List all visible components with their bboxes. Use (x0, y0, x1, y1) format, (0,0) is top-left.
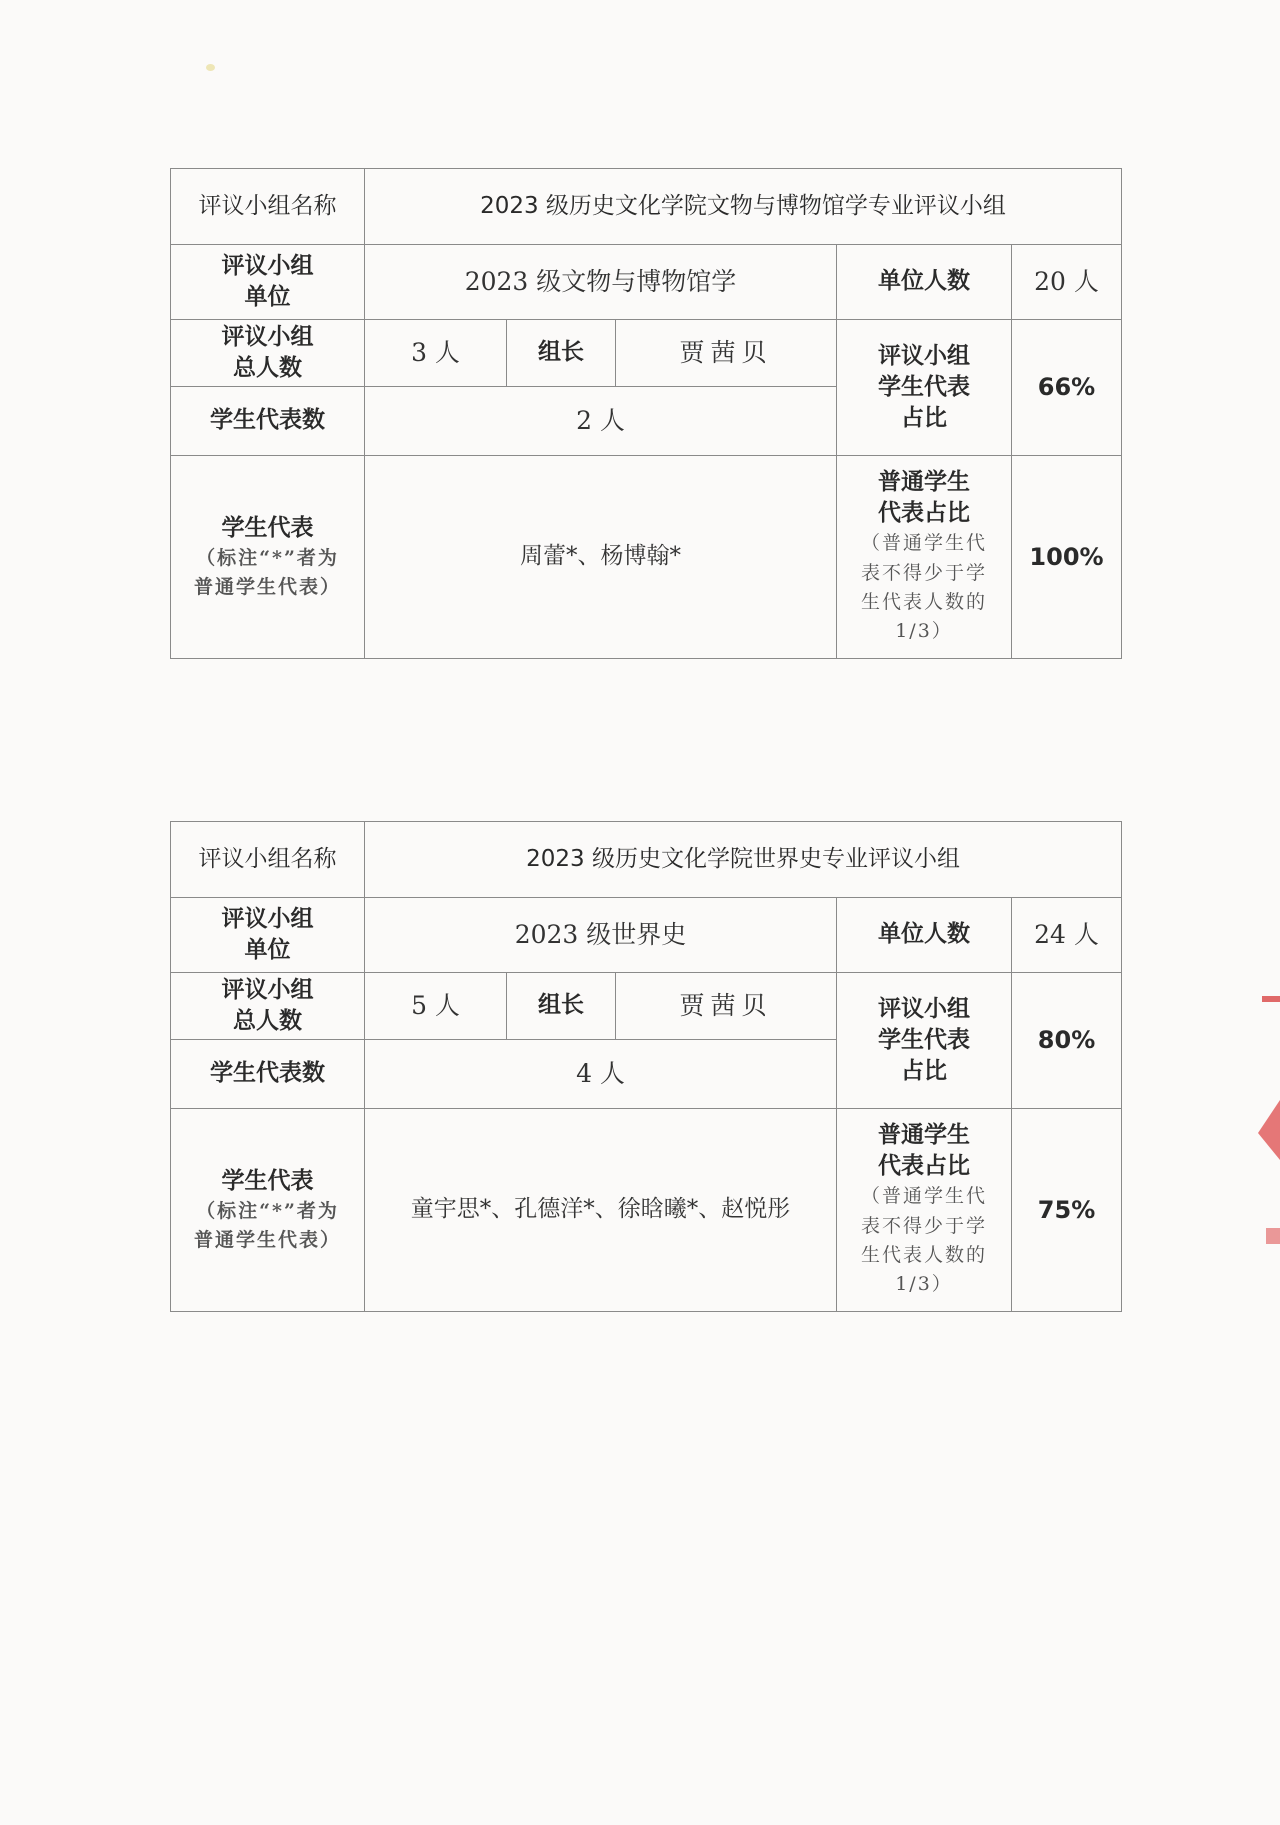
reps-label-note: 普通学生代表） (193, 1228, 341, 1251)
leader-label: 组长 (507, 320, 616, 387)
ordinary-note-line: 表不得少于学 (860, 561, 987, 584)
unit-label-line: 评议小组 (221, 252, 314, 279)
unit-count-label: 单位人数 (837, 898, 1012, 973)
rep-ratio-label-line: 学生代表 (878, 373, 970, 400)
unit-count-value: 20 人 (1012, 245, 1122, 320)
unit-label-line: 单位 (244, 937, 291, 963)
rep-ratio-label-line: 评议小组 (878, 995, 970, 1022)
rep-count-label: 学生代表数 (171, 387, 365, 456)
group-name-label: 评议小组名称 (171, 169, 365, 245)
red-stamp-fragment (1262, 996, 1280, 1002)
ordinary-note-line: （普通学生代 (860, 1185, 987, 1208)
reps-value: 童宇思*、孔德洋*、徐晗曦*、赵悦彤 (365, 1109, 837, 1312)
unit-label (171, 898, 365, 973)
reps-value: 周蕾*、杨博翰* (365, 456, 837, 659)
total-label (171, 320, 365, 387)
red-stamp-fragment (1258, 1100, 1280, 1160)
rep-ratio-label (837, 973, 1012, 1109)
total-label-line: 评议小组 (221, 323, 314, 350)
review-group-table-1 (170, 168, 1122, 659)
rep-count-value: 4 人 (365, 1040, 837, 1109)
leader-value: 贾茜贝 (616, 973, 837, 1040)
reps-label-note: 普通学生代表） (193, 575, 341, 598)
red-stamp-fragment (1266, 1228, 1280, 1244)
ordinary-note-line: 1/3） (895, 1273, 953, 1296)
ordinary-note-line: 生代表人数的 (860, 1244, 987, 1267)
scan-speck (206, 64, 215, 71)
reps-label-note: （标注“*”者为 (196, 547, 339, 570)
reps-label (171, 456, 365, 659)
ordinary-label-line: 代表占比 (878, 500, 970, 527)
rep-ratio-label-line: 学生代表 (878, 1026, 970, 1053)
ordinary-label-line: 普通学生 (878, 1122, 970, 1149)
unit-count-value: 24 人 (1012, 898, 1122, 973)
total-value: 3 人 (365, 320, 507, 387)
group-name-value: 2023 级历史文化学院文物与博物馆学专业评议小组 (365, 169, 1122, 245)
leader-label: 组长 (507, 973, 616, 1040)
reps-label (171, 1109, 365, 1312)
reps-label-title: 学生代表 (221, 514, 314, 541)
reps-label-title: 学生代表 (221, 1167, 314, 1194)
ordinary-note-line: 1/3） (895, 620, 953, 643)
rep-ratio-label (837, 320, 1012, 456)
reps-label-note: （标注“*”者为 (196, 1200, 339, 1223)
rep-ratio-label-line: 占比 (901, 1058, 947, 1085)
ordinary-ratio-label (837, 456, 1012, 659)
total-label (171, 973, 365, 1040)
rep-count-label: 学生代表数 (171, 1040, 365, 1109)
ordinary-note-line: 生代表人数的 (860, 591, 987, 614)
ordinary-ratio-value: 75% (1012, 1109, 1122, 1312)
rep-ratio-label-line: 占比 (901, 405, 947, 432)
ordinary-label-line: 代表占比 (878, 1153, 970, 1180)
unit-count-label: 单位人数 (837, 245, 1012, 320)
leader-value: 贾茜贝 (616, 320, 837, 387)
rep-ratio-value: 66% (1012, 320, 1122, 456)
rep-ratio-value: 80% (1012, 973, 1122, 1109)
review-group-table-2 (170, 821, 1122, 1312)
ordinary-ratio-value: 100% (1012, 456, 1122, 659)
group-name-value: 2023 级历史文化学院世界史专业评议小组 (365, 822, 1122, 898)
unit-value: 2023 级文物与博物馆学 (365, 245, 837, 320)
unit-value: 2023 级世界史 (365, 898, 837, 973)
ordinary-note-line: 表不得少于学 (860, 1214, 987, 1237)
ordinary-label-line: 普通学生 (878, 469, 970, 496)
unit-label-line: 单位 (244, 284, 291, 310)
total-label-line: 评议小组 (221, 976, 314, 1003)
rep-count-value: 2 人 (365, 387, 837, 456)
total-label-line: 总人数 (233, 355, 302, 381)
group-name-label: 评议小组名称 (171, 822, 365, 898)
ordinary-note-line: （普通学生代 (860, 532, 987, 555)
unit-label-line: 评议小组 (221, 905, 314, 932)
rep-ratio-label-line: 评议小组 (878, 342, 970, 369)
total-label-line: 总人数 (233, 1008, 302, 1034)
total-value: 5 人 (365, 973, 507, 1040)
ordinary-ratio-label (837, 1109, 1012, 1312)
unit-label (171, 245, 365, 320)
